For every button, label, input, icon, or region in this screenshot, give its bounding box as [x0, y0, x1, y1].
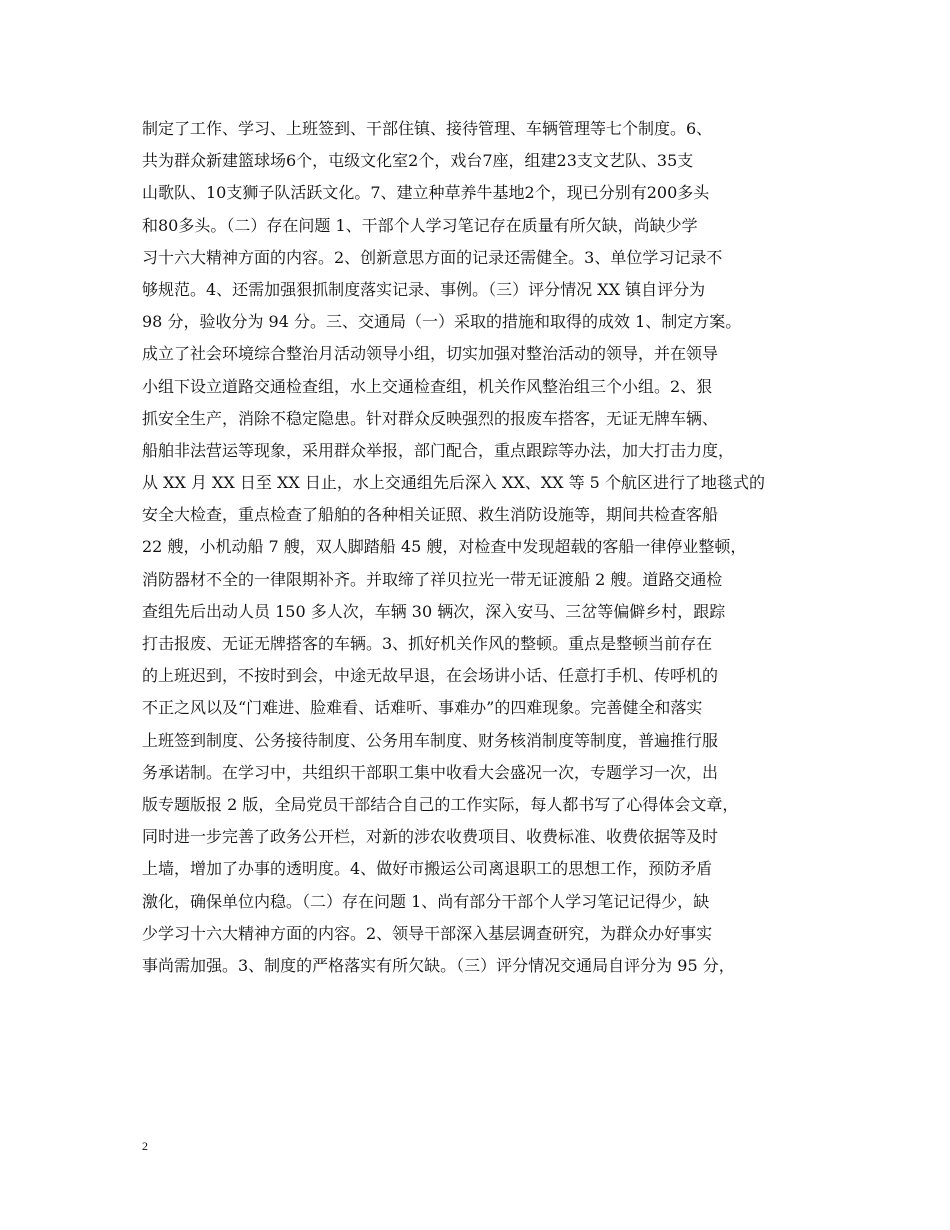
text-line: 消防器材不全的一律限期补齐。并取缔了祥贝拉光一带无证渡船 2 艘。道路交通检 [142, 569, 723, 589]
text-line: 98 分，验收分为 94 分。三、交通局（一）采取的措施和取得的成效 1、制定方案。 [142, 312, 742, 332]
text-line: 够规范。4、还需加强狠抓制度落实记录、事例。（三）评分情况 XX 镇自评分为 [142, 279, 706, 299]
text-line: 成立了社会环境综合整治月活动领导小组，切实加强对整治活动的领导，并在领导 [142, 344, 719, 364]
text-line: 安全大检查，重点检查了船舶的各种相关证照、救生消防设施等，期间共检查客船 [142, 505, 719, 525]
text-line: 22 艘，小机动船 7 艘，双人脚踏船 45 艘，对检查中发现超载的客船一律停业整顿， [142, 537, 747, 557]
text-line: 习十六大精神方面的内容。2、创新意思方面的记录还需健全。3、单位学习记录不 [142, 247, 723, 267]
text-line: 小组下设立道路交通检查组，水上交通检查组，机关作风整治组三个小组。2、狠 [142, 376, 713, 396]
text-line: 打击报废、无证无牌搭客的车辆。3、抓好机关作风的整顿。重点是整顿当前存在 [142, 634, 713, 653]
text-line: 务承诺制。在学习中，共组织干部职工集中收看大会盛况一次，专题学习一次，出 [142, 762, 719, 782]
text-line: 共为群众新建篮球场6个，屯级文化室2个，戏台7座，组建23支文艺队、35支 [142, 151, 694, 171]
text-line: 和80多头。（二）存在问题 1、干部个人学习笔记存在质量有所欠缺，尚缺少学 [142, 215, 698, 235]
text-line: 查组先后出动人员 150 多人次，车辆 30 辆次，深入安马、三岔等偏僻乡村，跟踪 [142, 601, 726, 621]
text-line: 抓安全生产，消除不稳定隐患。针对群众反映强烈的报废车搭客，无证无牌车辆、 [142, 408, 719, 428]
text-line: 的上班迟到，不按时到会，中途无故早退，在会场讲小话、任意打手机、传呼机的 [142, 666, 719, 686]
text-line: 制定了工作、学习、上班签到、干部住镇、接待管理、车辆管理等七个制度。6、 [142, 119, 713, 138]
text-line: 不正之风以及“门难进、脸难看、话难听、事难办”的四难现象。完善健全和落实 [142, 698, 703, 718]
text-line: 版专题版报 2 版，全局党员干部结合自己的工作实际，每人都书写了心得体会文章， [142, 794, 739, 814]
text-line: 从 XX 月 XX 日至 XX 日止，水上交通组先后深入 XX、XX 等 5 个航区进行了地毯式的 [142, 473, 765, 493]
text-line: 上班签到制度、公务接待制度、公务用车制度、财务核消制度等制度，普遍推行服 [142, 730, 719, 750]
text-line: 事尚需加强。3、制度的严格落实有所欠缺。（三）评分情况交通局自评分为 95 分， [142, 955, 735, 975]
body-text [142, 113, 832, 982]
text-line: 上墙，增加了办事的透明度。4、做好市搬运公司离退职工的思想工作，预防矛盾 [142, 859, 713, 879]
text-line: 同时进一步完善了政务公开栏，对新的涉农收费项目、收费标准、收费依据等及时 [142, 827, 719, 847]
text-line: 少学习十六大精神方面的内容。2、领导干部深入基层调查研究，为群众办好事实 [142, 923, 713, 943]
text-line: 山歌队、10支狮子队活跃文化。7、建立种草养牛基地2个，现已分别有200多头 [142, 183, 710, 203]
text-line: 船舶非法营运等现象，采用群众举报，部门配合，重点跟踪等办法，加大打击力度， [142, 440, 735, 460]
page-number: 2 [142, 1139, 148, 1153]
text-line: 激化，确保单位内稳。（二）存在问题 1、尚有部分干部个人学习笔记记得少，缺 [142, 891, 710, 911]
